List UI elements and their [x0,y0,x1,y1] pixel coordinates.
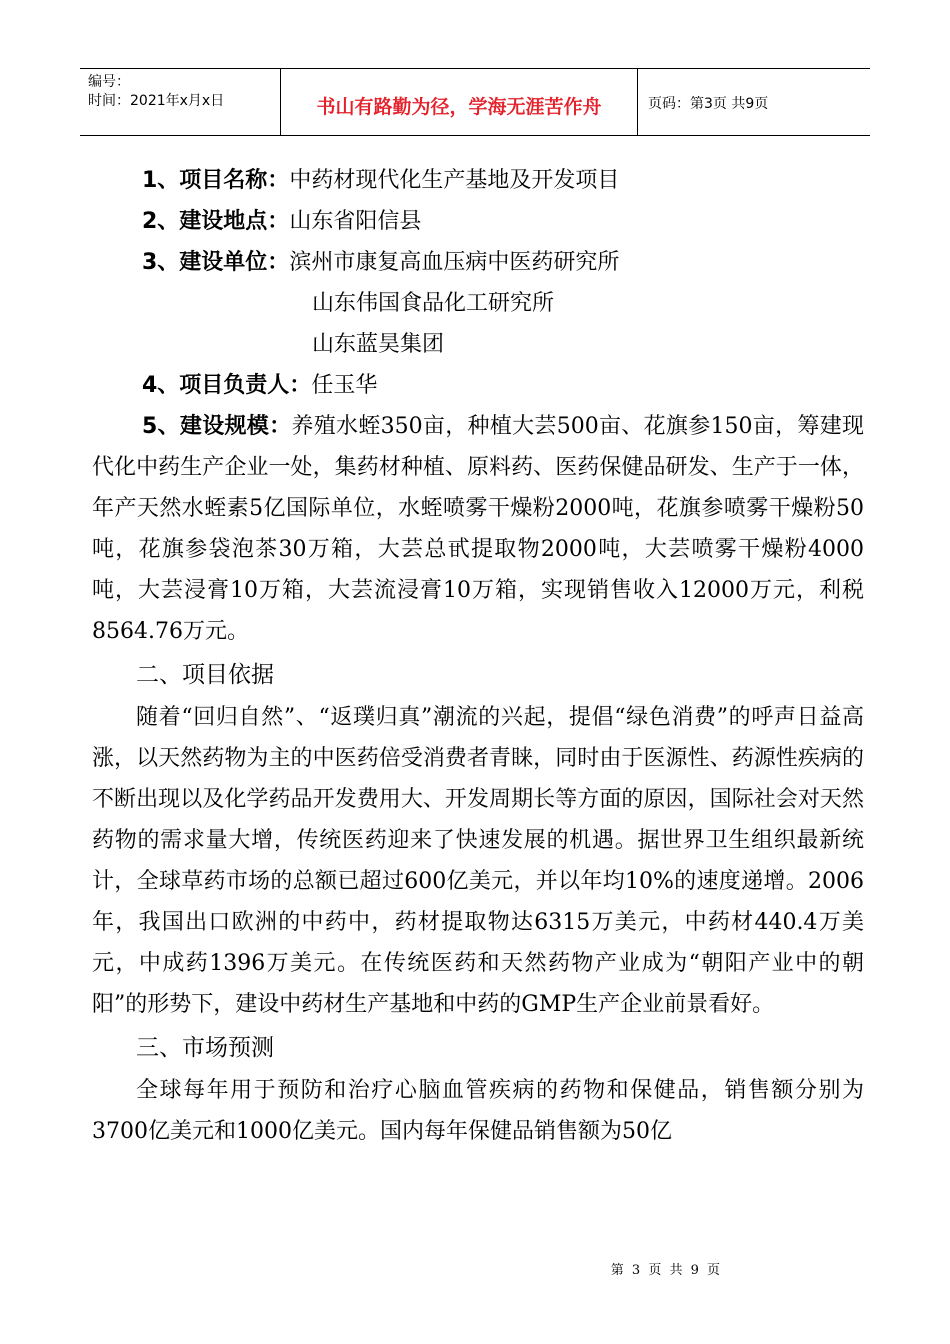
page-header [80,68,870,136]
project-name-label: 1、项目名称： [142,168,290,193]
document-number-label: 编号： [88,74,130,90]
project-name-line [92,160,864,201]
section-heading-market: 三、市场预测 [136,1035,274,1061]
construction-scale-label: 5、建设规模： [142,414,292,439]
construction-scale-text: 养殖水蛭350亩，种植大芸500亩、花旗参150亩，筹建现代化中药生产企业一处，集药材种植、原料药、医药保健品研发、生产于一体，年产天然水蛭素5亿国际单位，水蛭喷雾干燥粉2000吨，花旗参喷雾干燥粉50吨，花旗参袋泡茶30万箱，大芸总甙提取物2000吨，大芸喷雾干燥粉4000吨，大芸浸膏10万箱，大芸流浸膏10万箱，实现销售收入12000万元，利税8564.76万元。 [92,414,864,644]
section-basis-paragraph: 随着“回归自然”、“返璞归真”潮流的兴起，提倡“绿色消费”的呼声日益高涨，以天然药物为主的中医药倍受消费者青睐，同时由于医源性、药源性疾病的不断出现以及化学药品开发费用大、开发周期长等方面的原因，国际社会对天然药物的需求量大增，传统医药迎来了快速发展的机遇。据世界卫生组织最新统计，全球草药市场的总额已超过600亿美元，并以年均10%的速度递增。2006年，我国出口欧洲的中药中，药材提取物达6315万美元，中药材440.4万美元，中成药1396万美元。在传统医药和天然药物产业成为“朝阳产业中的朝阳”的形势下，建设中药材生产基地和中药的GMP生产企业前景看好。 [92,705,864,1017]
construction-site-label: 2、建设地点： [142,209,290,234]
page-footer: 第 3 页 共 9 页 [610,1263,722,1278]
section-market-paragraph: 全球每年用于预防和治疗心脑血管疾病的药物和保健品，销售额分别为3700亿美元和1000亿美元。国内每年保健品销售额为50亿 [92,1078,864,1144]
construction-unit-label: 3、建设单位： [142,250,290,275]
construction-unit-extra: 山东伟国食品化工研究所 [312,291,555,316]
header-page-code: 页码：第3页 共9页 [648,96,769,112]
document-time-label: 时间：2021年x月x日 [88,93,225,109]
header-motto: 书山有路勤为径，学海无涯苦作舟 [280,69,638,135]
project-leader-value: 任玉华 [311,373,378,398]
project-name-value: 中药材现代化生产基地及开发项目 [289,168,620,193]
construction-site-line [92,201,864,242]
construction-unit-value: 滨州市康复高血压病中医药研究所 [289,250,620,275]
construction-site-value: 山东省阳信县 [289,209,422,234]
construction-unit-line [92,242,864,283]
header-meta [80,69,280,135]
construction-scale-paragraph [92,406,864,652]
construction-unit-extra: 山东蓝昊集团 [312,332,445,357]
document-body [92,160,864,1152]
project-leader-label: 4、项目负责人： [142,373,312,398]
project-leader-line [92,365,864,406]
section-heading-basis: 二、项目依据 [136,662,274,688]
